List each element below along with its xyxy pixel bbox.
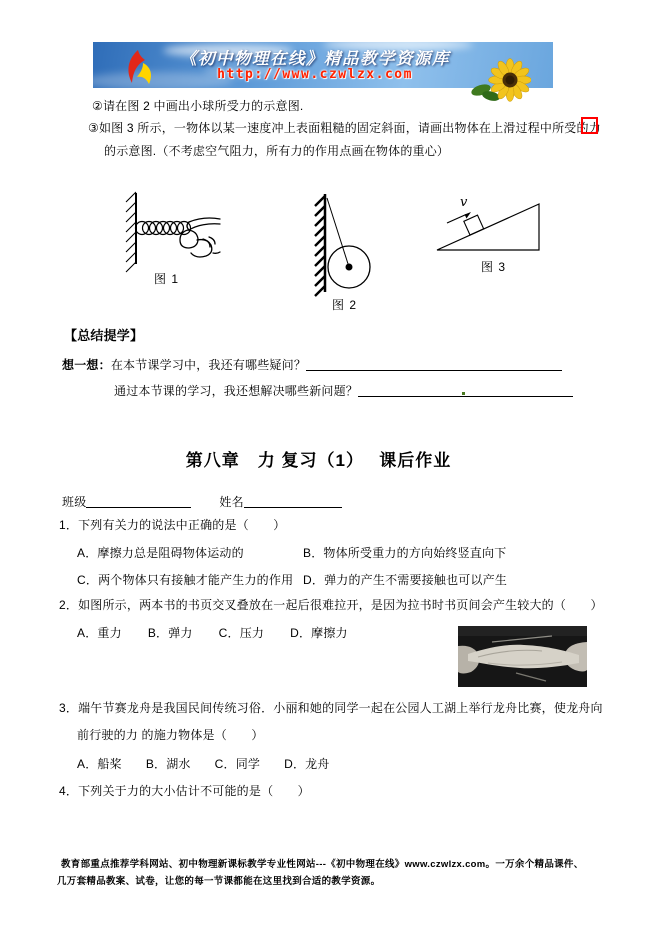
q1-option-a: A．摩擦力总是阻碍物体运动的 [77, 546, 244, 560]
velocity-label: v [460, 195, 468, 210]
site-url-link[interactable]: http://www.czwlzx.com [217, 67, 413, 82]
site-logo-icon [123, 49, 157, 85]
figure-3-incline-diagram [433, 184, 545, 256]
site-title: 《初中物理在线》精品教学资源库 [180, 50, 450, 68]
footer-line-2: 几万套精品教案、试卷，让您的每一节课都能在这里找到合适的教学资源。 [57, 876, 381, 887]
q2-option-c: C．压力 [218, 626, 265, 640]
name-blank [244, 494, 342, 508]
q1-options-row-2 [77, 573, 507, 588]
class-blank [86, 494, 191, 508]
q4-stem: 4．下列关于力的大小估计不可能的是（ ） [59, 784, 310, 798]
figure-2-ball-string-diagram [311, 192, 396, 304]
intro-line-b: ③如图 3 所示，一物体以某一速度冲上表面粗糙的固定斜面，请画出物体在上滑过程中所受的力 [88, 121, 601, 135]
summary-heading: 【总结提学】 [64, 328, 144, 343]
q3-stem-line-1: 3．端午节赛龙舟是我国民间传统习俗．小丽和她的同学一起在公园人工湖上举行龙舟比赛，使龙舟向 [59, 701, 603, 715]
figure-1-label: 图 1 [154, 272, 180, 286]
q3-option-b: B．湖水 [145, 757, 191, 771]
name-label: 姓名 [219, 495, 244, 509]
q3-options-row [77, 757, 354, 772]
q2-option-b: B．弹力 [147, 626, 193, 640]
q3-option-d: D．龙舟 [284, 757, 330, 771]
q2-stem: 2．如图所示，两本书的书页交叉叠放在一起后很难拉开，是因为拉书时书页间会产生较大的（ ） [59, 598, 603, 612]
header-banner [93, 42, 553, 88]
q2-option-a: A．重力 [77, 626, 122, 640]
red-highlight-marker [581, 117, 598, 134]
class-name-line [62, 494, 342, 510]
q3-option-a: A．船桨 [77, 757, 122, 771]
q2-option-d: D．摩擦力 [290, 626, 348, 640]
intro-line-a: ②请在图 2 中画出小球所受力的示意图. [92, 99, 304, 113]
figure-1-spring-hand-diagram [118, 190, 223, 275]
q3-stem-line-2: 前行驶的力 的施力物体是（ ） [77, 728, 264, 742]
q1-options-row-1 [77, 546, 506, 561]
answer-blank-1 [306, 357, 562, 371]
figure-2-label: 图 2 [332, 298, 358, 312]
think-question-2: 通过本节课的学习，我还想解决哪些新问题？ [114, 384, 359, 398]
q1-option-d: D．弹力的产生不需要接触也可以产生 [303, 573, 508, 587]
q1-option-c: C．两个物体只有接触才能产生力的作用 [77, 573, 294, 587]
q2-options-row [77, 626, 374, 641]
class-label: 班级 [62, 495, 87, 509]
think-question-1: 在本节课学习中，我还有哪些疑问？ [110, 358, 307, 372]
think-line-2 [114, 383, 573, 399]
homework-title: 第八章 力 复习（1） 课后作业 [185, 451, 452, 470]
sunflower-icon [469, 56, 531, 104]
q1-option-b: B．物体所受重力的方向始终竖直向下 [303, 546, 507, 560]
footer-line-1: 教育部重点推荐学科网站、初中物理新课标教学专业性网站---《初中物理在线》www.czwlzx.com。一万余个精品课件、 [61, 859, 584, 870]
footer [57, 856, 629, 890]
stray-mark [462, 392, 465, 395]
figure-3-label: 图 3 [481, 260, 507, 274]
intro-line-c: 的示意图.（不考虑空气阻力，所有力的作用点画在物体的重心） [104, 144, 450, 158]
q1-stem: 1．下列有关力的说法中正确的是（ ） [59, 518, 286, 532]
books-photo [458, 626, 587, 687]
q3-option-c: C．同学 [214, 757, 261, 771]
answer-blank-2 [358, 383, 573, 397]
think-line-1 [62, 357, 562, 373]
think-label: 想一想： [62, 358, 111, 372]
